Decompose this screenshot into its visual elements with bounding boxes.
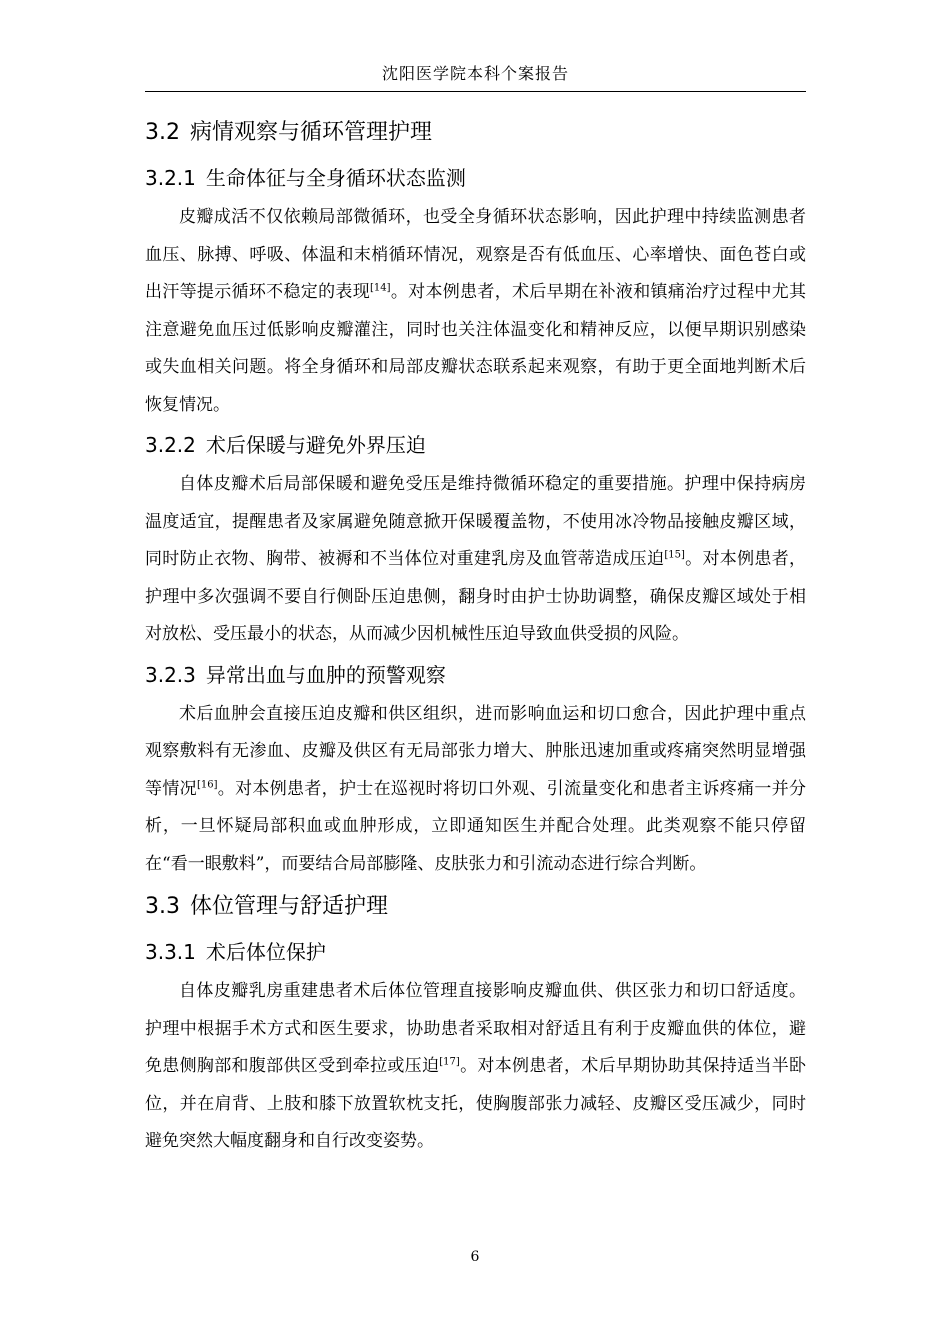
section-heading-3-3 bbox=[145, 883, 806, 931]
section-number: 3.2.2 bbox=[145, 433, 196, 457]
section-title: 异常出血与血肿的预警观察 bbox=[205, 662, 446, 687]
running-header: 沈阳医学院本科个案报告 bbox=[381, 64, 569, 83]
section-title: 病情观察与循环管理护理 bbox=[190, 120, 433, 145]
section-number: 3.2 bbox=[145, 120, 180, 145]
citation: [15] bbox=[664, 549, 685, 561]
paragraph-3-3-1: 自体皮瓣乳房重建患者术后体位管理直接影响皮瓣血供、供区张力和切口舒适度。护理中根据手术方式和医生要求，协助患者采取相对舒适且有利于皮瓣血供的体位，避免患侧胸部和腹部供区受到牵拉或压迫[17]。对本例患者，术后早期协助其保持适当半卧位，并在肩背、上肢和膝下放置软枕支托，使胸腹部张力减轻、皮瓣区受压减少，同时避免突然大幅度翻身和自行改变姿势。 bbox=[145, 981, 807, 1151]
subsection-heading-3-2-2 bbox=[145, 424, 806, 466]
citation: [16] bbox=[196, 778, 218, 790]
citation: [14] bbox=[370, 282, 391, 294]
section-number: 3.3 bbox=[145, 894, 180, 919]
section-title: 生命体征与全身循环状态监测 bbox=[205, 166, 466, 190]
paragraph-3-2-1: 皮瓣成活不仅依赖局部微循环，也受全身循环状态影响，因此护理中持续监测患者血压、脉搏、呼吸、体温和末梢循环情况，观察是否有低血压、心率增快、面色苍白或出汗等提示循环不稳定的表现[14]。对本例患者，术后早期在补液和镇痛治疗过程中尤其注意避免血压过低影响皮瓣灌注，同时也关注体温变化和精神反应，以便早期识别感染或失血相关问题。将全身循环和局部皮瓣状态联系起来观察，有助于更全面地判断术后恢复情况。 bbox=[145, 207, 807, 415]
paragraph-3-2-2: 自体皮瓣术后局部保暖和避免受压是维持微循环稳定的重要措施。护理中保持病房温度适宜，提醒患者及家属避免随意掀开保暖覆盖物，不使用冰冷物品接触皮瓣区域，同时防止衣物、胸带、被褥和不当体位对重建乳房及血管蒂造成压迫[15]。对本例患者，护理中多次强调不要自行侧卧压迫患侧，翻身时由护士协助调整，确保皮瓣区域处于相对放松、受压最小的状态，从而减少因机械性压迫导致血供受损的风险。 bbox=[145, 474, 807, 644]
subsection-heading-3-3-1 bbox=[145, 931, 806, 973]
section-number: 3.2.1 bbox=[145, 166, 196, 190]
section-heading-3-2 bbox=[145, 109, 806, 157]
page-number: 6 bbox=[470, 1249, 480, 1265]
subsection-heading-3-2-1 bbox=[145, 157, 806, 199]
page-content bbox=[145, 109, 806, 1161]
section-title: 术后保暖与避免外界压迫 bbox=[205, 433, 426, 457]
section-number: 3.2.3 bbox=[145, 662, 196, 687]
section-title: 术后体位保护 bbox=[205, 940, 326, 964]
section-title: 体位管理与舒适护理 bbox=[190, 894, 389, 919]
citation: [17] bbox=[439, 1056, 460, 1068]
header-rule bbox=[145, 91, 806, 92]
paragraph-3-2-3: 术后血肿会直接压迫皮瓣和供区组织，进而影响血运和切口愈合，因此护理中重点观察敷料有无渗血、皮瓣及供区有无局部张力增大、肿胀迅速加重或疼痛突然明显增强等情况[16]。对本例患者，护士在巡视时将切口外观、引流量变化和患者主诉疼痛一并分析，一旦怀疑局部积血或血肿形成，立即通知医生并配合处理。此类观察不能只停留在“看一眼敷料”，而要结合局部膨隆、皮肤张力和引流动态进行综合判断。 bbox=[145, 703, 807, 874]
section-number: 3.3.1 bbox=[145, 940, 196, 964]
subsection-heading-3-2-3 bbox=[145, 654, 806, 696]
